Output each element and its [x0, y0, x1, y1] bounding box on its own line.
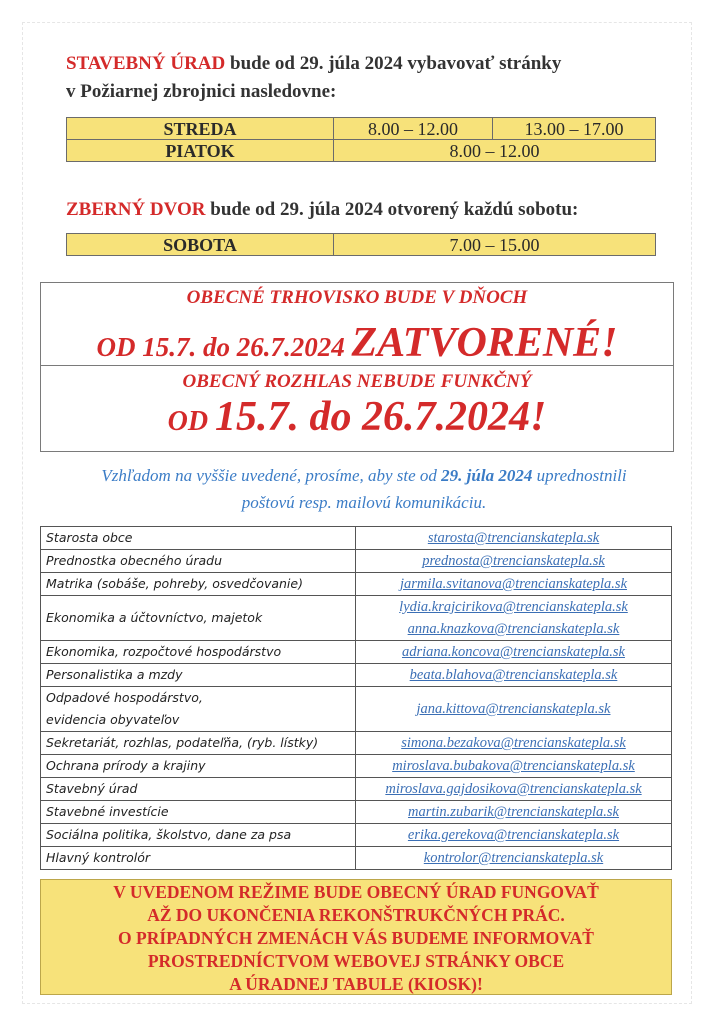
table-row	[41, 664, 672, 687]
trhovisko-od: OD	[96, 332, 136, 362]
footer-line: A ÚRADNEJ TABULE (KIOSK)!	[229, 974, 483, 994]
table-row	[41, 573, 672, 596]
contacts-table	[40, 526, 672, 870]
table-row	[41, 824, 672, 847]
contact-role: Prednostka obecného úradu	[41, 550, 356, 573]
contact-email-link[interactable]: kontrolor@trencianskatepla.sk	[423, 850, 604, 866]
schedule-time: 8.00 – 12.00	[334, 118, 493, 140]
rozhlas-od: OD	[167, 406, 209, 437]
stavebny-schedule-table	[66, 117, 656, 162]
note-part2: uprednostnili	[532, 466, 627, 485]
footer-line: PROSTREDNÍCTVOM WEBOVEJ STRÁNKY OBCE	[147, 951, 565, 971]
contact-role-line1: Odpadové hospodárstvo,	[46, 690, 203, 705]
contact-email-link[interactable]: miroslava.gajdosikova@trencianskatepla.sk	[385, 781, 642, 797]
contact-email-link[interactable]: jarmila.svitanova@trencianskatepla.sk	[399, 576, 628, 592]
table-row	[41, 732, 672, 755]
contact-role: Ekonomika a účtovníctvo, majetok	[41, 596, 356, 641]
table-row	[41, 596, 672, 641]
table-row	[41, 687, 672, 732]
contact-email-link[interactable]: beata.blahova@trencianskatepla.sk	[409, 667, 618, 683]
table-row	[41, 847, 672, 870]
schedule-time: 8.00 – 12.00	[334, 140, 656, 162]
closure-notice-box	[40, 282, 674, 452]
zberny-dvor-intro	[66, 196, 686, 224]
notice-divider	[41, 365, 673, 366]
contact-email-link[interactable]: jana.kittova@trencianskatepla.sk	[416, 701, 611, 717]
contact-role: Ekonomika, rozpočtové hospodárstvo	[41, 641, 356, 664]
contact-email-link[interactable]: erika.gerekova@trencianskatepla.sk	[407, 827, 620, 843]
table-row	[41, 550, 672, 573]
trhovisko-status: ZATVORENÉ!	[351, 320, 618, 366]
contact-role: Matrika (sobáše, pohreby, osvedčovanie)	[41, 573, 356, 596]
contact-email-link[interactable]: lydia.krajcirikova@trencianskatepla.sk	[399, 599, 628, 615]
schedule-row	[67, 118, 656, 140]
rozhlas-notice-line2	[41, 393, 673, 441]
table-row	[41, 755, 672, 778]
rozhlas-dates: 15.7. do 26.7.2024!	[215, 394, 547, 440]
table-row	[41, 641, 672, 664]
note-line2: poštovú resp. mailovú komunikáciu.	[241, 493, 487, 512]
schedule-day: SOBOTA	[67, 234, 334, 256]
zberny-dvor-title: ZBERNÝ DVOR	[66, 199, 206, 220]
contact-email-link[interactable]: prednosta@trencianskatepla.sk	[422, 553, 605, 569]
schedule-day: PIATOK	[67, 140, 334, 162]
contact-role: Stavebný úrad	[41, 778, 356, 801]
note-part1: Vzhľadom na vyššie uvedené, prosíme, aby ste od	[101, 466, 442, 485]
contact-role	[41, 687, 356, 732]
contact-email-link[interactable]: starosta@trencianskatepla.sk	[427, 530, 600, 546]
footer-line: V UVEDENOM REŽIME BUDE OBECNÝ ÚRAD FUNGOVAŤ	[113, 882, 599, 902]
stavebny-urad-title: STAVEBNÝ ÚRAD	[66, 53, 226, 74]
communication-note	[54, 462, 674, 516]
contact-role: Starosta obce	[41, 527, 356, 550]
trhovisko-notice-line1: OBECNÉ TRHOVISKO BUDE V DŇOCH	[186, 287, 528, 308]
footer-line: AŽ DO UKONČENIA REKONŠTRUKČNÝCH PRÁC.	[147, 905, 565, 925]
contact-email-link[interactable]: simona.bezakova@trencianskatepla.sk	[401, 735, 626, 751]
contact-role: Sociálna politika, školstvo, dane za psa	[41, 824, 356, 847]
contact-role: Hlavný kontrolór	[41, 847, 356, 870]
contact-role-line2: evidencia obyvateľov	[46, 712, 180, 727]
schedule-day: STREDA	[67, 118, 334, 140]
table-row	[41, 801, 672, 824]
schedule-row	[67, 140, 656, 162]
contact-email-link[interactable]: miroslava.bubakova@trencianskatepla.sk	[392, 758, 635, 774]
stavebny-urad-line1: bude od 29. júla 2024 vybavovať stránky	[225, 53, 562, 74]
contact-role: Ochrana prírody a krajiny	[41, 755, 356, 778]
footer-line: O PRÍPADNÝCH ZMENÁCH VÁS BUDEME INFORMOVAŤ	[118, 928, 594, 948]
footer-notice	[40, 879, 672, 995]
schedule-time: 13.00 – 17.00	[493, 118, 656, 140]
rozhlas-notice-line1: OBECNÝ ROZHLAS NEBUDE FUNKČNÝ	[182, 371, 532, 392]
stavebny-urad-intro	[66, 50, 686, 106]
table-row	[41, 527, 672, 550]
contact-role: Stavebné investície	[41, 801, 356, 824]
schedule-time: 7.00 – 15.00	[334, 234, 656, 256]
zberny-dvor-text: bude od 29. júla 2024 otvorený každú sobotu:	[205, 199, 579, 220]
trhovisko-dates: 15.7. do 26.7.2024	[142, 332, 345, 362]
contact-role: Personalistika a mzdy	[41, 664, 356, 687]
note-date: 29. júla 2024	[441, 466, 533, 485]
contact-email-link[interactable]: martin.zubarik@trencianskatepla.sk	[408, 804, 619, 820]
zberny-schedule-table	[66, 233, 656, 256]
contact-email-link[interactable]: anna.knazkova@trencianskatepla.sk	[407, 621, 620, 637]
trhovisko-notice-line2	[41, 319, 673, 367]
table-row	[41, 778, 672, 801]
schedule-row	[67, 234, 656, 256]
stavebny-urad-line2: v Požiarnej zbrojnici nasledovne:	[66, 81, 337, 102]
contact-email-link[interactable]: adriana.koncova@trencianskatepla.sk	[401, 644, 625, 660]
contact-role: Sekretariát, rozhlas, podateľňa, (ryb. lístky)	[41, 732, 356, 755]
